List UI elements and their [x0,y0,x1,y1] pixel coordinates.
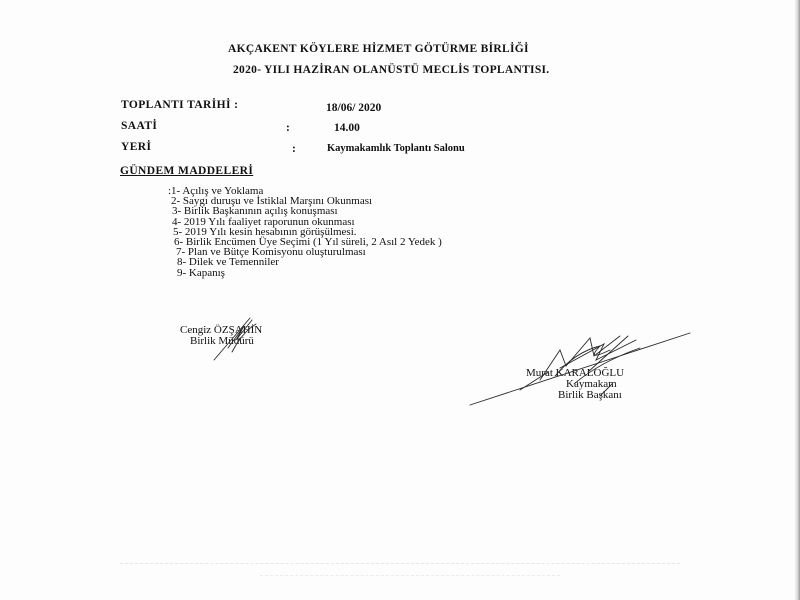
agenda-heading: GÜNDEM MADDELERİ [120,165,254,177]
agenda-item: 8- Dilek ve Temenniler [177,256,279,269]
agenda-item: 5- 2019 Yılı kesin hesabının görüşülmesi. [173,225,357,238]
meeting-place-value: Kaymakamlık Toplantı Salonu [327,143,465,154]
agenda-item: 2- Saygı duruşu ve İstiklal Marşını Okunması [171,195,373,208]
scan-edge-shadow [794,0,800,600]
agenda-item: 6- Birlik Encümen Üye Seçimi (1 Yıl süreli, 2 Asıl 2 Yedek ) [174,235,442,248]
agenda-list [168,186,442,278]
meeting-date-value: 18/06/ 2020 [326,102,382,114]
left-signatory-title: Birlik Müdürü [190,335,254,347]
left-signatory-name: Cengiz ÖZŞAHİN [180,324,263,336]
right-signatory-name: Murat KARALOĞLU [526,367,625,379]
agenda-item: 9- Kapanış [177,266,225,279]
agenda-item: :1- Açılış ve Yoklama [168,185,264,197]
meeting-place-colon: : [292,143,296,155]
meeting-date-label: TOPLANTI TARİHİ : [121,99,239,111]
agenda-item: 3- Birlik Başkanının açılış konuşması [172,205,338,218]
meeting-time-colon: : [286,122,290,134]
meeting-place-label: YERİ [121,141,152,153]
agenda-item: 4- 2019 Yılı faaliyet raporunun okunması [172,215,355,228]
scan-artifact-line [260,575,560,577]
right-signatory-subtitle: Birlik Başkanı [558,389,622,401]
meeting-time-value: 14.00 [334,122,360,134]
agenda-item: 7- Plan ve Bütçe Komisyonu oluşturulması [176,246,366,259]
right-signatory-title: Kaymakam [566,378,617,390]
document-title: AKÇAKENT KÖYLERE HİZMET GÖTÜRME BİRLİĞİ [228,43,529,55]
meeting-time-label: SAATİ [121,120,158,132]
scan-artifact-line [120,563,680,565]
document-subtitle: 2020- YILI HAZİRAN OLANÜSTÜ MECLİS TOPLANTISI. [233,64,550,76]
